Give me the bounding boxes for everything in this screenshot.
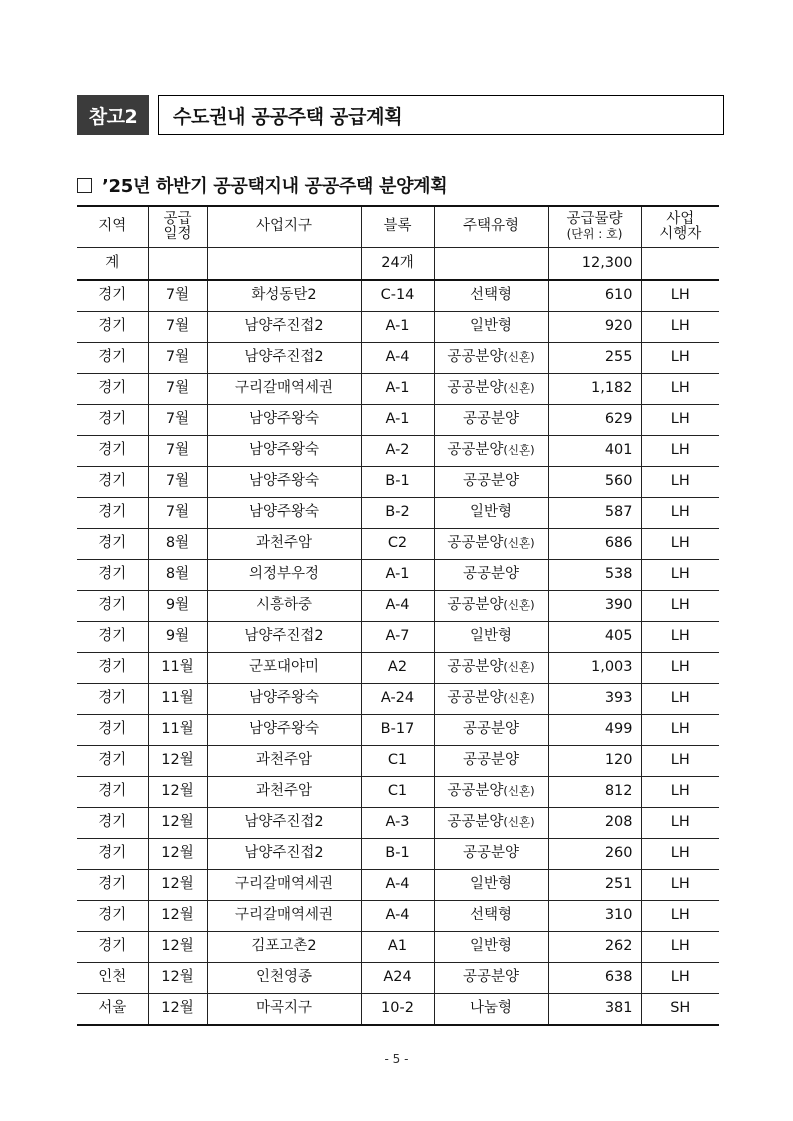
table-row [77, 529, 719, 560]
cell-quantity: 610 [548, 280, 641, 312]
cell-region: 경기 [77, 498, 148, 529]
table-row [77, 808, 719, 839]
cell-schedule: 12월 [148, 870, 207, 901]
cell-quantity: 538 [548, 560, 641, 591]
cell-schedule: 12월 [148, 932, 207, 963]
header-district: 사업지구 [207, 206, 361, 248]
cell-schedule: 7월 [148, 280, 207, 312]
cell-quantity: 401 [548, 436, 641, 467]
cell-block: B-17 [361, 715, 434, 746]
table-row [77, 839, 719, 870]
cell-region: 경기 [77, 870, 148, 901]
type-note: (신혼) [503, 536, 535, 551]
cell-block: B-1 [361, 467, 434, 498]
section-heading [77, 172, 447, 198]
cell-block: B-2 [361, 498, 434, 529]
cell-type: 일반형 [434, 932, 548, 963]
cell-region: 인천 [77, 963, 148, 994]
header-type: 주택유형 [434, 206, 548, 248]
cell-schedule: 7월 [148, 498, 207, 529]
cell-operator: SH [641, 994, 719, 1026]
cell-block: A-4 [361, 901, 434, 932]
cell-block: A-4 [361, 591, 434, 622]
cell-district: 화성동탄2 [207, 280, 361, 312]
cell-operator: LH [641, 963, 719, 994]
cell-region: 경기 [77, 312, 148, 343]
type-note: (신혼) [503, 660, 535, 675]
cell-type: 선택형 [434, 280, 548, 312]
cell-quantity: 499 [548, 715, 641, 746]
cell-region: 경기 [77, 901, 148, 932]
cell-block: A-1 [361, 405, 434, 436]
cell-quantity: 587 [548, 498, 641, 529]
cell-schedule: 7월 [148, 436, 207, 467]
header-block: 블록 [361, 206, 434, 248]
cell-operator: LH [641, 498, 719, 529]
cell-block: C2 [361, 529, 434, 560]
cell-region: 경기 [77, 343, 148, 374]
cell-district: 구리갈매역세권 [207, 870, 361, 901]
cell-schedule: 12월 [148, 808, 207, 839]
cell-type: 공공분양 [434, 746, 548, 777]
table-row [77, 715, 719, 746]
cell-block: A-4 [361, 343, 434, 374]
cell-region: 경기 [77, 560, 148, 591]
cell-district: 남양주왕숙 [207, 467, 361, 498]
cell-region: 경기 [77, 715, 148, 746]
table-row [77, 312, 719, 343]
cell-schedule: 8월 [148, 560, 207, 591]
table-row [77, 343, 719, 374]
cell-operator: LH [641, 746, 719, 777]
type-note: (신혼) [503, 350, 535, 365]
cell-operator: LH [641, 343, 719, 374]
cell-schedule: 11월 [148, 653, 207, 684]
cell-block: A-7 [361, 622, 434, 653]
cell-type: 선택형 [434, 901, 548, 932]
table-row [77, 777, 719, 808]
cell-quantity: 560 [548, 467, 641, 498]
cell-district: 시흥하중 [207, 591, 361, 622]
cell-type: 공공분양(신혼) [434, 591, 548, 622]
table-row [77, 560, 719, 591]
cell-type: 공공분양 [434, 963, 548, 994]
cell-region: 경기 [77, 653, 148, 684]
table-row [77, 591, 719, 622]
cell-region: 경기 [77, 436, 148, 467]
cell-block: A-1 [361, 560, 434, 591]
cell-operator: LH [641, 777, 719, 808]
cell-region: 경기 [77, 746, 148, 777]
cell-block: C-14 [361, 280, 434, 312]
cell-region: 경기 [77, 405, 148, 436]
cell-operator: LH [641, 622, 719, 653]
cell-type: 공공분양(신혼) [434, 777, 548, 808]
cell-type: 일반형 [434, 498, 548, 529]
cell-schedule: 7월 [148, 405, 207, 436]
cell-quantity: 686 [548, 529, 641, 560]
table-row [77, 994, 719, 1026]
cell-region: 경기 [77, 622, 148, 653]
page-header [77, 95, 724, 135]
header-schedule: 공급 일정 [148, 206, 207, 248]
cell-quantity: 251 [548, 870, 641, 901]
reference-tag: 참고2 [77, 95, 149, 135]
cell-block: A-4 [361, 870, 434, 901]
cell-block: A-24 [361, 684, 434, 715]
cell-district: 남양주진접2 [207, 312, 361, 343]
cell-type: 공공분양(신혼) [434, 653, 548, 684]
cell-quantity: 381 [548, 994, 641, 1026]
header-region: 지역 [77, 206, 148, 248]
table-row [77, 870, 719, 901]
table-row [77, 901, 719, 932]
cell-schedule: 11월 [148, 684, 207, 715]
cell-district: 과천주암 [207, 529, 361, 560]
type-note: (신혼) [503, 691, 535, 706]
cell-region: 경기 [77, 684, 148, 715]
cell-schedule: 7월 [148, 312, 207, 343]
cell-district: 구리갈매역세권 [207, 374, 361, 405]
cell-operator: LH [641, 374, 719, 405]
cell-district: 남양주진접2 [207, 808, 361, 839]
cell-type: 일반형 [434, 622, 548, 653]
cell-district: 남양주왕숙 [207, 405, 361, 436]
cell-operator: LH [641, 467, 719, 498]
table-row [77, 963, 719, 994]
cell-quantity: 405 [548, 622, 641, 653]
cell-district: 인천영종 [207, 963, 361, 994]
cell-block: A-2 [361, 436, 434, 467]
cell-operator: LH [641, 591, 719, 622]
cell-operator: LH [641, 684, 719, 715]
total-label: 계 [77, 248, 148, 281]
cell-type: 공공분양 [434, 839, 548, 870]
cell-type: 공공분양(신혼) [434, 374, 548, 405]
cell-district: 남양주진접2 [207, 839, 361, 870]
cell-operator: LH [641, 653, 719, 684]
cell-district: 과천주암 [207, 746, 361, 777]
cell-district: 김포고촌2 [207, 932, 361, 963]
cell-type: 공공분양(신혼) [434, 808, 548, 839]
cell-operator: LH [641, 808, 719, 839]
cell-block: A2 [361, 653, 434, 684]
cell-quantity: 208 [548, 808, 641, 839]
cell-region: 경기 [77, 280, 148, 312]
cell-district: 마곡지구 [207, 994, 361, 1026]
cell-schedule: 11월 [148, 715, 207, 746]
cell-block: A-3 [361, 808, 434, 839]
cell-quantity: 1,182 [548, 374, 641, 405]
cell-operator: LH [641, 901, 719, 932]
cell-block: C1 [361, 746, 434, 777]
table-header-row [77, 206, 719, 248]
cell-region: 경기 [77, 932, 148, 963]
cell-quantity: 310 [548, 901, 641, 932]
section-title: ’25년 하반기 공공택지내 공공주택 분양계획 [102, 176, 448, 197]
cell-operator: LH [641, 932, 719, 963]
table-row [77, 405, 719, 436]
type-note: (신혼) [503, 784, 535, 799]
total-blocks: 24개 [361, 248, 434, 281]
cell-quantity: 638 [548, 963, 641, 994]
cell-type: 공공분양(신혼) [434, 529, 548, 560]
supply-plan-table [77, 205, 719, 1026]
cell-block: A1 [361, 932, 434, 963]
cell-region: 서울 [77, 994, 148, 1026]
cell-quantity: 629 [548, 405, 641, 436]
cell-schedule: 7월 [148, 343, 207, 374]
cell-block: 10-2 [361, 994, 434, 1026]
cell-region: 경기 [77, 467, 148, 498]
cell-operator: LH [641, 405, 719, 436]
cell-schedule: 12월 [148, 777, 207, 808]
cell-schedule: 9월 [148, 591, 207, 622]
cell-operator: LH [641, 529, 719, 560]
cell-schedule: 7월 [148, 374, 207, 405]
cell-type: 일반형 [434, 312, 548, 343]
type-note: (신혼) [503, 443, 535, 458]
checkbox-bullet-icon [77, 178, 92, 193]
cell-quantity: 120 [548, 746, 641, 777]
cell-quantity: 1,003 [548, 653, 641, 684]
cell-district: 남양주왕숙 [207, 436, 361, 467]
cell-schedule: 8월 [148, 529, 207, 560]
table-row [77, 280, 719, 312]
cell-type: 공공분양 [434, 405, 548, 436]
cell-quantity: 393 [548, 684, 641, 715]
cell-quantity: 260 [548, 839, 641, 870]
total-row [77, 248, 719, 281]
cell-operator: LH [641, 560, 719, 591]
cell-region: 경기 [77, 839, 148, 870]
table-row [77, 746, 719, 777]
total-quantity: 12,300 [548, 248, 641, 281]
cell-region: 경기 [77, 777, 148, 808]
cell-schedule: 12월 [148, 963, 207, 994]
cell-district: 남양주진접2 [207, 622, 361, 653]
cell-block: B-1 [361, 839, 434, 870]
cell-district: 군포대야미 [207, 653, 361, 684]
type-note: (신혼) [503, 598, 535, 613]
table-row [77, 622, 719, 653]
cell-district: 의정부우정 [207, 560, 361, 591]
cell-type: 공공분양 [434, 560, 548, 591]
cell-region: 경기 [77, 591, 148, 622]
type-note: (신혼) [503, 381, 535, 396]
table-row [77, 932, 719, 963]
cell-schedule: 12월 [148, 901, 207, 932]
cell-region: 경기 [77, 808, 148, 839]
table-row [77, 684, 719, 715]
cell-type: 공공분양 [434, 467, 548, 498]
cell-quantity: 920 [548, 312, 641, 343]
cell-type: 일반형 [434, 870, 548, 901]
cell-quantity: 262 [548, 932, 641, 963]
cell-block: A24 [361, 963, 434, 994]
table-row [77, 467, 719, 498]
page-number: - 5 - [384, 1052, 409, 1066]
cell-block: A-1 [361, 374, 434, 405]
page-title: 수도권내 공공주택 공급계획 [158, 95, 724, 135]
cell-district: 과천주암 [207, 777, 361, 808]
cell-type: 공공분양(신혼) [434, 343, 548, 374]
cell-schedule: 9월 [148, 622, 207, 653]
cell-operator: LH [641, 280, 719, 312]
cell-block: C1 [361, 777, 434, 808]
cell-type: 공공분양(신혼) [434, 684, 548, 715]
table-row [77, 498, 719, 529]
cell-quantity: 390 [548, 591, 641, 622]
cell-district: 남양주왕숙 [207, 684, 361, 715]
cell-operator: LH [641, 870, 719, 901]
cell-operator: LH [641, 715, 719, 746]
cell-quantity: 255 [548, 343, 641, 374]
cell-type: 공공분양(신혼) [434, 436, 548, 467]
cell-schedule: 12월 [148, 994, 207, 1026]
table-row [77, 374, 719, 405]
cell-region: 경기 [77, 374, 148, 405]
cell-block: A-1 [361, 312, 434, 343]
cell-quantity: 812 [548, 777, 641, 808]
cell-district: 남양주왕숙 [207, 715, 361, 746]
cell-district: 남양주왕숙 [207, 498, 361, 529]
cell-type: 공공분양 [434, 715, 548, 746]
cell-schedule: 12월 [148, 839, 207, 870]
cell-operator: LH [641, 312, 719, 343]
cell-district: 남양주진접2 [207, 343, 361, 374]
header-operator: 사업 시행자 [641, 206, 719, 248]
cell-operator: LH [641, 436, 719, 467]
cell-type: 나눔형 [434, 994, 548, 1026]
cell-schedule: 12월 [148, 746, 207, 777]
table-row [77, 436, 719, 467]
cell-schedule: 7월 [148, 467, 207, 498]
cell-district: 구리갈매역세권 [207, 901, 361, 932]
header-quantity: 공급물량 (단위 : 호) [548, 206, 641, 248]
table-row [77, 653, 719, 684]
cell-region: 경기 [77, 529, 148, 560]
cell-operator: LH [641, 839, 719, 870]
type-note: (신혼) [503, 815, 535, 830]
